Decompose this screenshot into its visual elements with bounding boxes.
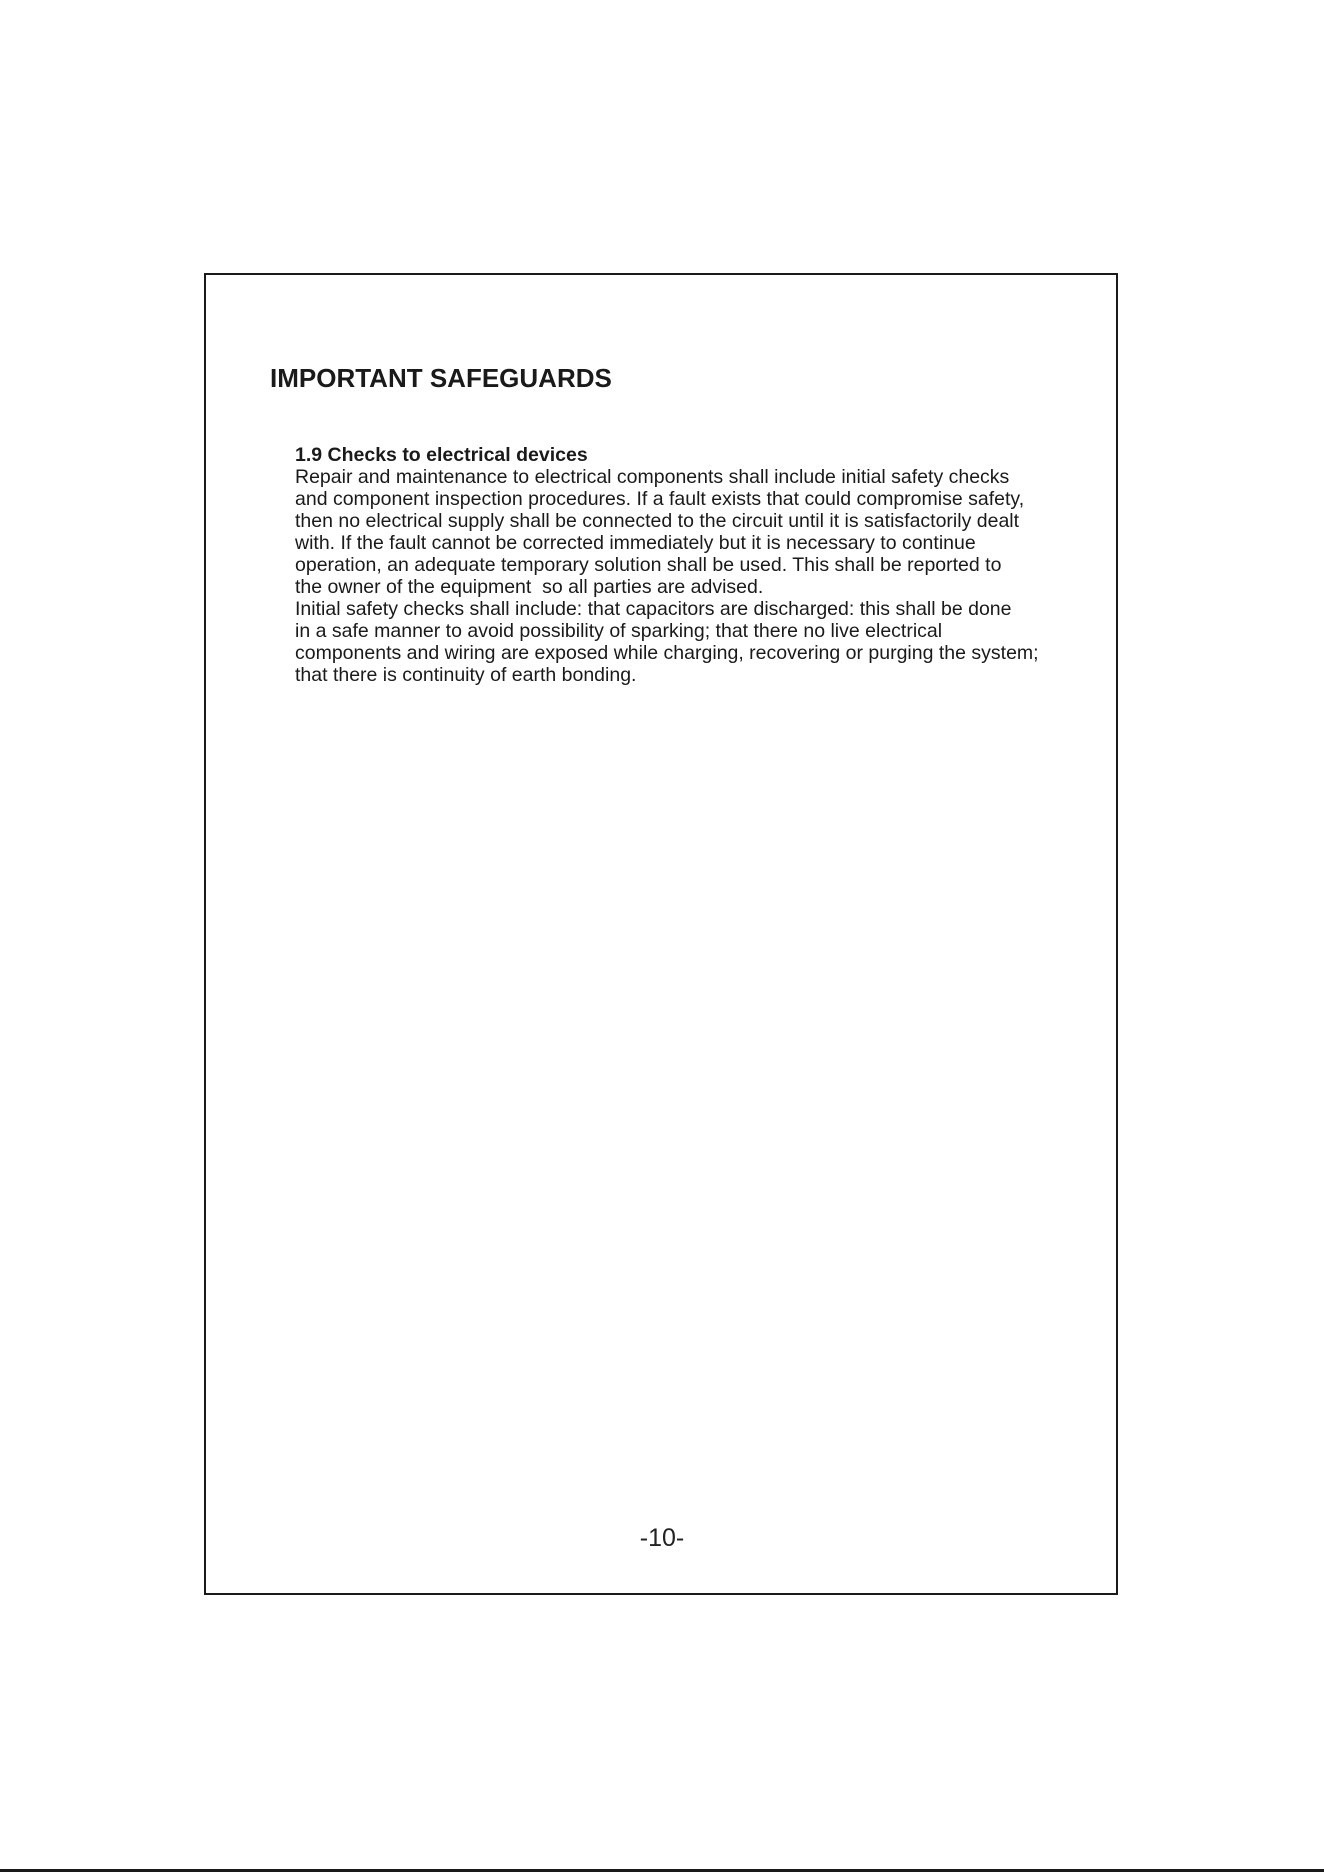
section-line: then no electrical supply shall be connected to the circuit until it is satisfactorily dealt	[295, 510, 1020, 532]
section-line: in a safe manner to avoid possibility of sparking; that there no live electrical	[295, 620, 943, 642]
section-checks-electrical-devices	[295, 444, 1085, 686]
section-line: that there is continuity of earth bonding.	[295, 664, 637, 686]
section-line: the owner of the equipment so all parties are advised.	[295, 576, 764, 598]
page-title: IMPORTANT SAFEGUARDS	[270, 363, 612, 393]
section-line: and component inspection procedures. If a fault exists that could compromise safety,	[295, 488, 1025, 510]
section-line: with. If the fault cannot be corrected immediately but it is necessary to continue	[295, 532, 976, 554]
section-line: components and wiring are exposed while charging, recovering or purging the system;	[295, 642, 1039, 664]
section-line: operation, an adequate temporary solution shall be used. This shall be reported to	[295, 554, 1002, 576]
section-heading: 1.9 Checks to electrical devices	[295, 444, 588, 466]
section-line: Repair and maintenance to electrical components shall include initial safety checks	[295, 466, 1010, 488]
section-line: Initial safety checks shall include: that capacitors are discharged: this shall be done	[295, 598, 1012, 620]
page-number: -10-	[639, 1524, 685, 1552]
